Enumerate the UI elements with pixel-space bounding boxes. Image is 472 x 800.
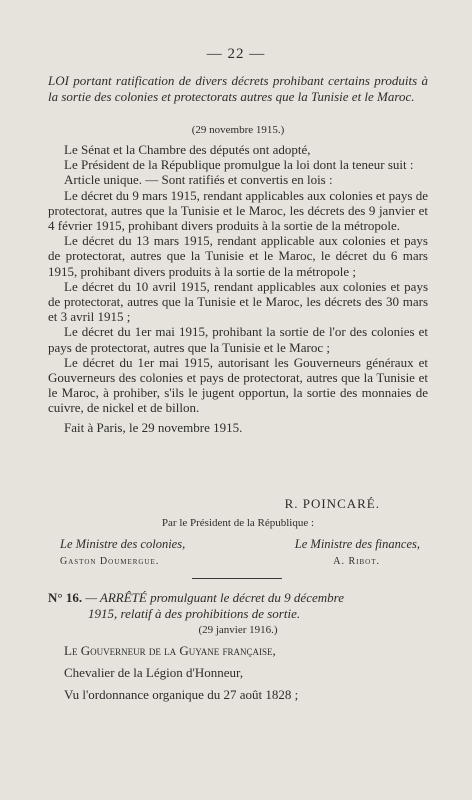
paragraph: Le décret du 1er mai 1915, prohibant la sortie de l'or des colonies et pays de protectorat, autres que la Tunisie et le Maroc ; [48, 324, 428, 355]
arrete-header [48, 590, 428, 622]
arrete-date: (29 janvier 1916.) [198, 624, 278, 636]
law-title-text: portant ratification de divers décrets prohibant certains produits à la sortie des colonies et protectorats autres que la Tunisie et le Maroc. [48, 73, 428, 104]
minister-titles [60, 537, 420, 552]
minister-finances-title: Le Ministre des finances, [294, 537, 420, 551]
law-body [48, 142, 428, 435]
preamble-line: Vu l'ordonnance organique du 27 août 1828 ; [64, 687, 299, 702]
paragraph: Le décret du 13 mars 1915, rendant applicable aux colonies et pays de protectorat, autres que la Tunisie et le Maroc, le décret du 6 mars 1915, prohibant divers produits à la sortie de la métropole ; [48, 233, 428, 279]
arrete-preamble [48, 640, 428, 706]
minister-finances-name: A. Ribot. [333, 556, 380, 567]
paragraph: Le Président de la République promulgue la loi dont la teneur suit : [64, 157, 414, 173]
paragraph: Fait à Paris, le 29 novembre 1915. [64, 419, 243, 435]
minister-names [60, 556, 420, 567]
law-date: (29 novembre 1915.) [191, 124, 285, 136]
minister-colonies-title: Le Ministre des colonies, [60, 537, 186, 551]
law-title [48, 73, 428, 104]
preamble-line: Chevalier de la Légion d'Honneur, [64, 665, 244, 680]
preamble-line: Le Gouverneur de la Guyane française, [64, 643, 276, 658]
arrete-number: N° 16. [48, 590, 83, 605]
paragraph: Le Sénat et la Chambre des députés ont adopté, [64, 142, 311, 157]
page-number: — 22 — [206, 46, 266, 62]
divider [192, 578, 282, 579]
paragraph: Le décret du 10 avril 1915, rendant applicables aux colonies et pays de protectorat, autres que la Tunisie et le Maroc, les décrets des 30 mars et 3 avril 1915 ; [48, 278, 428, 325]
paragraph: Article unique. — Sont ratifiés et convertis en lois : [64, 172, 333, 188]
arrete-title-line2: 1915, relatif à des prohibitions de sortie. [88, 606, 301, 621]
paragraph: Le décret du 1er mai 1915, autorisant les Gouverneurs généraux et Gouverneurs des colonies et pays de protectorat, autres que la Tunisie et le Maroc, à prohiber, s'ils le jugent opportun, la sortie des monnaies de cuivre, de nickel et de billon. [48, 354, 428, 416]
minister-colonies-name: Gaston Doumergue. [60, 556, 160, 567]
par-le-president: Par le Président de la République : [161, 517, 315, 529]
law-title-first-word: LOI [48, 73, 69, 88]
paragraph: Le décret du 9 mars 1915, rendant applicables aux colonies et pays de protectorat, autres que la Tunisie et le Maroc, les décrets des 9 janvier et 4 février 1915, prohibant divers produits à la sortie de la métropole. [48, 187, 428, 234]
signature: R. POINCARÉ. [284, 496, 380, 511]
arrete-title-line1: — ARRÊTÉ promulguant le décret du 9 décembre [82, 590, 344, 605]
